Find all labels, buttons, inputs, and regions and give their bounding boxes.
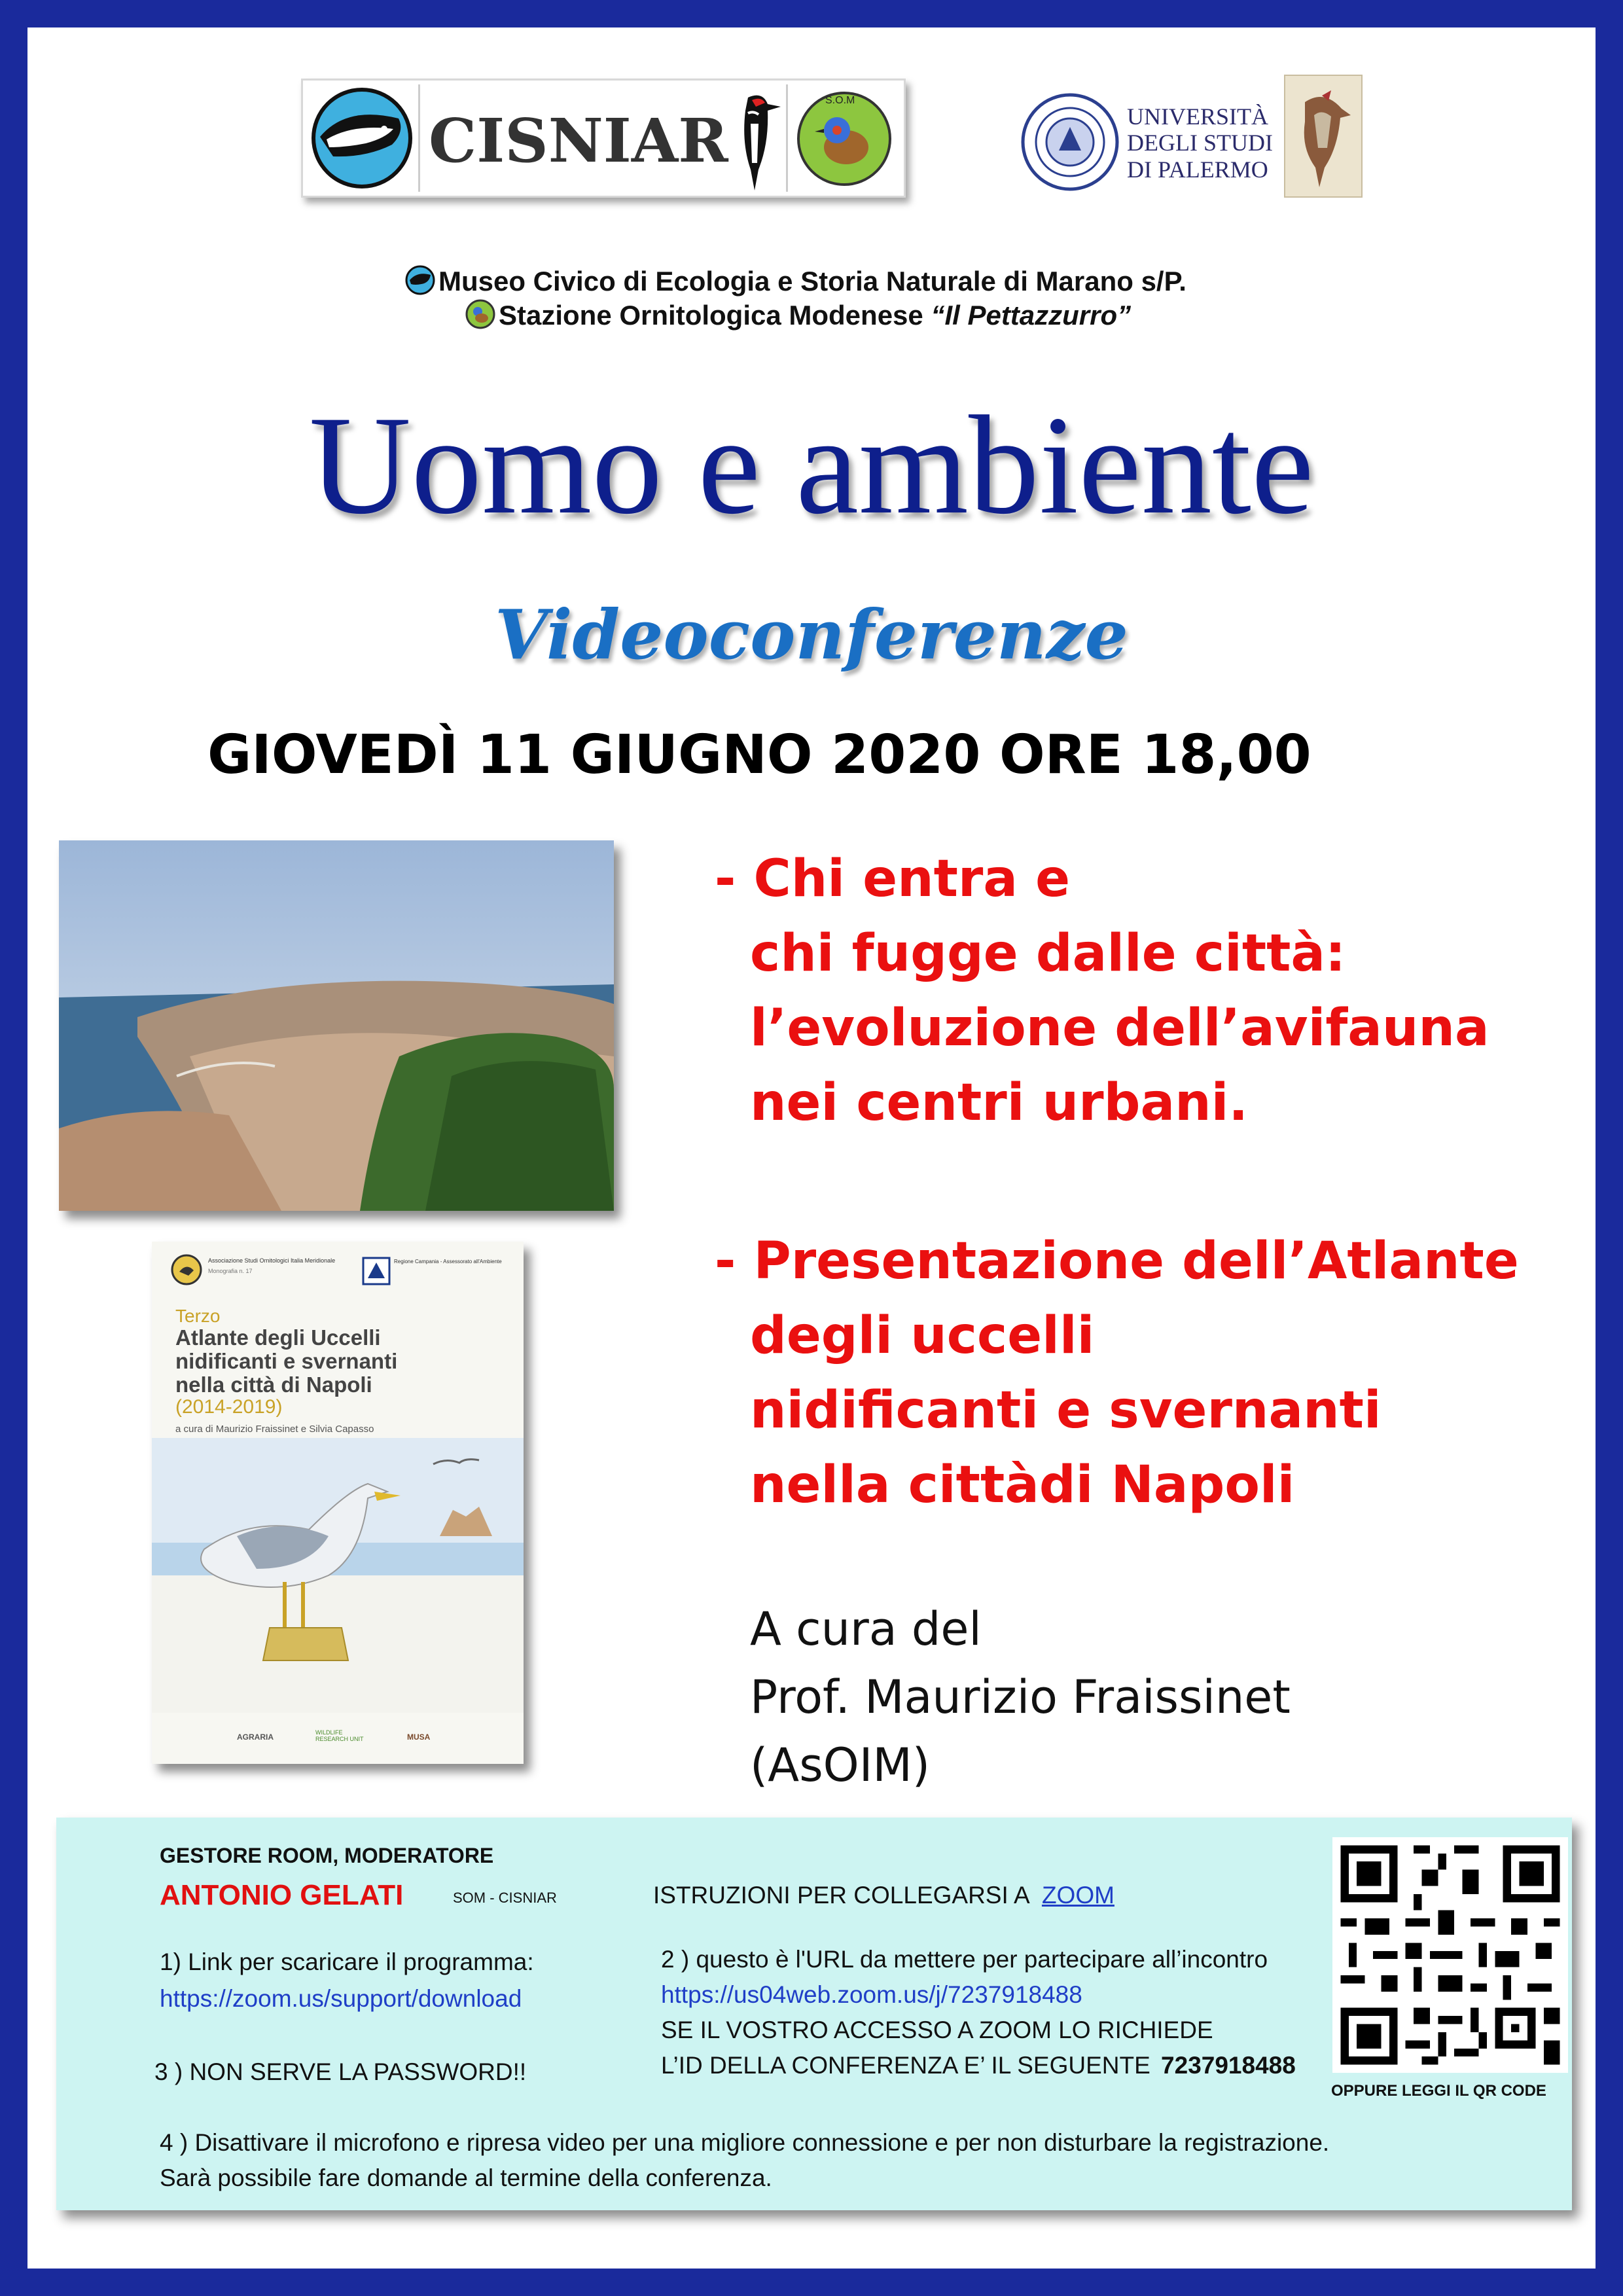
step2-note1: SE IL VOSTRO ACCESSO A ZOOM LO RICHIEDE xyxy=(661,2017,1213,2043)
host-org: SOM - CISNIAR xyxy=(453,1890,557,1906)
zoom-link[interactable]: ZOOM xyxy=(1041,1882,1115,1909)
step4-line2: Sarà possibile fare domande al termine della conferenza. xyxy=(160,2164,772,2191)
book-assoc: Associazione Studi Ornitologici Italia Meridionale xyxy=(208,1257,336,1264)
badger-icon xyxy=(307,86,417,190)
page-title: Uomo e ambiente xyxy=(309,387,1314,543)
talk1-line2: chi fugge dalle città: xyxy=(750,924,1346,983)
step1-download-link[interactable]: https://zoom.us/support/download xyxy=(160,1985,522,2012)
organizer-line-2-italic: “Il Pettazzurro” xyxy=(931,300,1132,331)
book-title-line1: Atlante degli Uccelli xyxy=(175,1325,381,1350)
book-title-line2: nidificanti e svernanti xyxy=(175,1349,398,1373)
naples-landscape-icon xyxy=(59,840,614,1211)
zoom-info-box xyxy=(56,1818,1572,2210)
talk2-line2: degli uccelli xyxy=(750,1306,1095,1365)
cisniar-logo xyxy=(301,79,906,198)
cisniar-badger-small-icon xyxy=(404,264,436,296)
university-seal-icon xyxy=(1020,92,1120,192)
seagull-illustration-icon xyxy=(152,1438,524,1713)
step1-text: 1) Link per scaricare il programma: xyxy=(160,1948,534,1975)
book-footer-agraria: AGRARIA xyxy=(237,1732,274,1742)
cisniar-name: CISNIAR xyxy=(429,105,728,176)
talk1-line3: l’evoluzione dell’avifauna xyxy=(750,999,1489,1058)
book-series: Monografia n. 17 xyxy=(208,1268,253,1274)
qr-caption: OPPURE LEGGI IL QR CODE xyxy=(1331,2082,1546,2100)
talk2-line1: - Presentazione dell’Atlante xyxy=(715,1232,1519,1291)
book-editors: a cura di Maurizio Fraissinet e Silvia Capasso xyxy=(175,1424,374,1435)
woodpecker-icon xyxy=(722,84,787,193)
step4-line1: 4 ) Disattivare il microfono e ripresa video per una migliore connessione e per non disturbare la registrazione. xyxy=(160,2129,1330,2156)
speaker-affiliation: (AsOIM) xyxy=(750,1738,931,1792)
talk2-line3: nidificanti e svernanti xyxy=(750,1381,1382,1440)
organizer-line-2-text: Stazione Ornitologica Modenese xyxy=(499,300,931,331)
step2-meeting-link[interactable]: https://us04web.zoom.us/j/7237918488 xyxy=(661,1981,1082,2008)
organizer-line-1 xyxy=(404,264,1186,297)
university-line1: UNIVERSITÀ xyxy=(1127,103,1268,130)
step3-text: 3 ) NON SERVE LA PASSWORD!! xyxy=(154,2058,527,2085)
book-title-line3: nella città di Napoli xyxy=(175,1372,372,1397)
bird-print-icon xyxy=(1285,76,1361,196)
bird-print-image xyxy=(1284,75,1363,198)
instructions-label xyxy=(653,1882,1115,1909)
university-line3: DI PALERMO xyxy=(1127,156,1268,183)
asoim-logo-icon xyxy=(170,1253,203,1286)
qr-code[interactable] xyxy=(1332,1837,1568,2073)
talk1-line4: nei centri urbani. xyxy=(750,1073,1248,1132)
poster xyxy=(27,27,1596,2269)
step2-note2 xyxy=(661,2052,1296,2079)
university-line2: DEGLI STUDI xyxy=(1127,130,1273,156)
book-footer-musa: MUSA xyxy=(407,1732,431,1742)
book-region-text: Regione Campania - Assessorato all'Ambiente xyxy=(394,1259,502,1265)
region-campania-logo-icon xyxy=(361,1256,391,1286)
event-date: GIOVEDÌ 11 GIUGNO 2020 ORE 18,00 xyxy=(207,724,1311,786)
som-small-icon xyxy=(465,298,496,330)
university-name xyxy=(1127,103,1273,183)
qr-code-icon xyxy=(1332,1837,1568,2073)
host-name: ANTONIO GELATI xyxy=(160,1879,404,1911)
instructions-text: ISTRUZIONI PER COLLEGARSI A xyxy=(653,1882,1029,1909)
badge-text: S.O.M xyxy=(825,95,855,106)
host-label: GESTORE ROOM, MODERATORE xyxy=(160,1844,494,1867)
book-years: (2014-2019) xyxy=(175,1396,283,1418)
page-subtitle: Videoconferenze xyxy=(495,594,1128,675)
conference-id: 7237918488 xyxy=(1161,2052,1296,2079)
organizer-line-2 xyxy=(465,298,1131,331)
naples-photo xyxy=(59,840,614,1211)
speaker-line1: A cura del xyxy=(750,1602,982,1656)
book-edition: Terzo xyxy=(175,1306,221,1326)
talk2-line4: nella cittàdi Napoli xyxy=(750,1456,1295,1515)
speaker-name: Prof. Maurizio Fraissinet xyxy=(750,1670,1291,1724)
talk1-line1: - Chi entra e xyxy=(715,850,1071,908)
step2-note2-text: L’ID DELLA CONFERENZA E’ IL SEGUENTE xyxy=(661,2052,1150,2079)
step2-text: 2 ) questo è l'URL da mettere per partecipare all’incontro xyxy=(661,1946,1268,1973)
organizer-line-1-text: Museo Civico di Ecologia e Storia Naturale di Marano s/P. xyxy=(438,266,1186,296)
atlas-book-cover xyxy=(152,1242,524,1764)
book-footer-wildlife: WILDLIFE RESEARCH UNIT xyxy=(315,1729,364,1742)
